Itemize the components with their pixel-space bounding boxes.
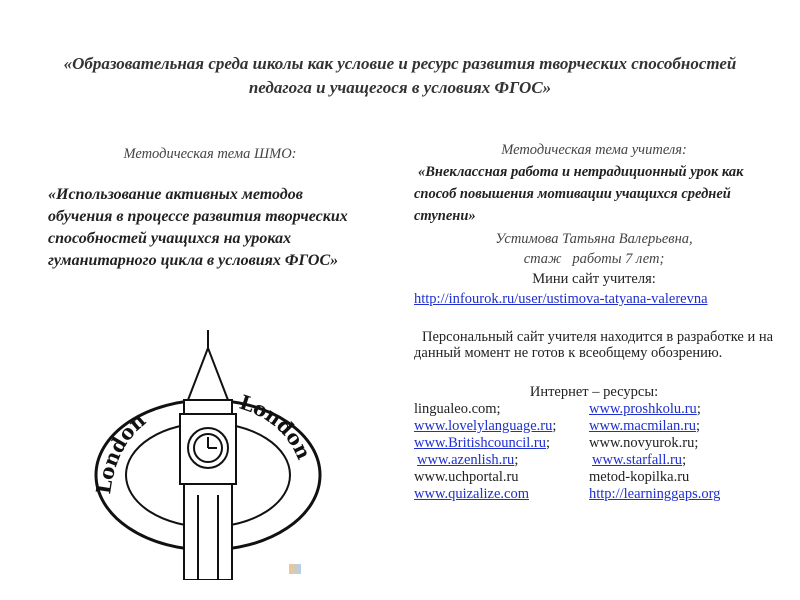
shmo-theme-text: «Использование активных методов обучения в процессе развития творческих способностей учащихся на уроках гуманитарного цикла в условиях ФГОС» xyxy=(48,186,348,269)
teacher-experience: стаж работы 7 лет; xyxy=(523,251,665,267)
resource-separator: ; xyxy=(545,435,550,451)
resource-text: lingualeo.com; xyxy=(414,401,501,417)
resource-link[interactable]: www.lovelylanguage.ru xyxy=(414,418,553,434)
logo-text-right: London xyxy=(236,389,317,463)
resource-item xyxy=(589,469,769,486)
resource-link[interactable]: www.proshkolu.ru xyxy=(589,401,697,417)
resource-separator: ; xyxy=(514,452,519,468)
resource-separator: ; xyxy=(696,401,701,417)
resource-separator: ; xyxy=(552,418,557,434)
resource-row xyxy=(414,401,774,418)
svg-text:London xyxy=(237,390,317,464)
resources-heading: Интернет – ресурсы: xyxy=(529,384,659,400)
mini-site-link[interactable]: http://infourok.ru/user/ustimova-tatyana-valerevna xyxy=(414,291,708,307)
shmo-theme-heading: Методическая тема ШМО: xyxy=(123,146,297,162)
teacher-name: Устимова Татьяна Валерьевна, xyxy=(495,231,693,247)
resource-item xyxy=(414,452,592,469)
teacher-theme-text: «Внеклассная работа и нетрадиционный урок как способ повышения мотивации учащихся средней ступени» xyxy=(414,164,744,224)
resource-link[interactable]: www.macmilan.ru xyxy=(589,418,696,434)
resource-item xyxy=(414,418,589,435)
resource-row xyxy=(414,452,774,469)
resource-item xyxy=(414,486,589,503)
resource-text: www.uchportal.ru xyxy=(414,469,519,485)
resource-row xyxy=(414,469,774,486)
resource-item xyxy=(592,452,772,469)
resource-item xyxy=(589,435,769,452)
resource-separator: ; xyxy=(682,452,687,468)
resource-item xyxy=(414,435,589,452)
resource-separator: ; xyxy=(695,418,701,434)
logo-text-left: London xyxy=(91,408,151,496)
personal-site-note: Персональный сайт учителя находится в разработке и на данный момент не готов к всеобщему обозрению. xyxy=(414,329,774,361)
teacher-column xyxy=(414,142,774,503)
resource-link[interactable]: www.starfall.ru xyxy=(592,452,683,468)
resource-item xyxy=(589,486,769,503)
resource-text: www.novyurok.ru; xyxy=(589,435,699,451)
resource-text: metod-kopilka.ru xyxy=(589,469,690,485)
resource-link[interactable]: www.Britishcouncil.ru xyxy=(414,435,546,451)
resource-row xyxy=(414,435,774,452)
small-image-icon xyxy=(289,564,301,574)
resource-item xyxy=(414,401,589,418)
resource-item xyxy=(414,469,589,486)
teacher-theme-heading: Методическая тема учителя: xyxy=(501,142,687,158)
resource-item xyxy=(589,401,769,418)
mini-site-label: Мини сайт учителя: xyxy=(532,271,656,287)
resource-link[interactable]: www.azenlish.ru xyxy=(417,452,515,468)
resource-link[interactable]: http://learninggaps.org xyxy=(589,486,721,502)
slide-title: «Образовательная среда школы как условие и ресурс развития творческих способностей педагога и учащегося в условиях ФГОС» xyxy=(63,54,737,97)
big-ben-icon xyxy=(180,330,236,580)
resource-item xyxy=(589,418,769,435)
resource-row xyxy=(414,486,774,503)
resource-row xyxy=(414,418,774,435)
resource-link[interactable]: www.quizalize.com xyxy=(414,486,530,502)
london-big-ben-logo xyxy=(88,330,328,580)
resources-list xyxy=(414,401,774,503)
